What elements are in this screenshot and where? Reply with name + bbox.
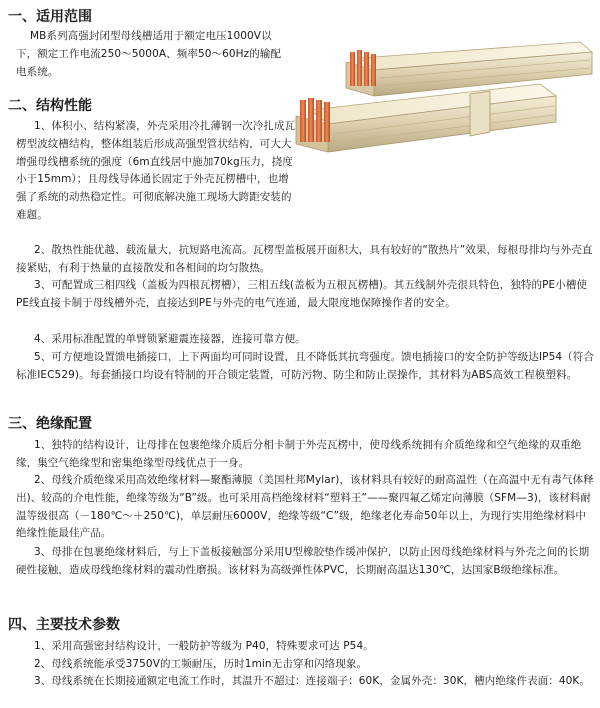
structure-paragraph-2: 2、散热性能优越、载流量大，抗短路电流高。瓦楞型盖板展开面积大，具有较好的“散热片”效果，每根母排均与外壳直接紧贴，有利于热量的直接散发和各相间的均匀散热。 xyxy=(16,244,593,274)
insulation-paragraph-2: 2、母线介质绝缘采用高效绝缘材料—聚酯薄膜（美国杜邦Mylar)，该材料具有较好的耐高温性（在高温中无有毒气体释出)、较高的介电性能，绝缘等级为“B”级。也可采用高档绝缘材料“塑料王”——聚四氟乙烯定向薄膜（SFM—3)，该材料耐温等级很高（－180℃～＋250℃)，单层耐压6000V，绝缘等级“C”级，绝缘老化寿命50年以上，为现行实用绝缘材料中绝缘性能最佳产品。 xyxy=(16,474,594,540)
insulation-paragraph-3: 3、母排在包裹绝缘材料后，与上下盖板接触部分采用U型橡胶垫作缓冲保护，以防止因母线绝缘材料与外壳之间的长期硬性接触，造成母线绝缘材料的震动性磨损。该材料为高级弹性体PVC，长期耐高温达130℃，达国家B级绝缘标准。 xyxy=(16,546,590,576)
parameters-paragraph-2: 2、母线系统能承受3750V的工频耐压，历时1min无击穿和闪络现象。 xyxy=(34,658,368,670)
busway-product-image xyxy=(290,40,594,165)
insulation-paragraph-1: 1、独特的结构设计，让母排在包裹绝缘介质后分相卡制于外壳瓦楞中，使母线系统拥有介质绝缘和空气绝缘的双重绝缘，集空气绝缘型和密集绝缘型母线优点于一身。 xyxy=(16,439,582,469)
scope-paragraph: MB系列高强封闭型母线槽适用于额定电压1000V以下，额定工作电流250～5000A、频率50～60Hz的输配电系统。 xyxy=(16,30,282,78)
structure-paragraph-3: 3、可配置成三相四线（盖板为四根瓦楞槽），三相五线(盖板为五根瓦楞槽)。其五线制外壳很具特色，独特的PE小槽使PE线直接卡制于母线槽外壳，直接达到PE与外壳的电气连通，最大限度地保障操作者的安全。 xyxy=(16,279,588,309)
structure-paragraph-5: 5、可方便地设置馈电插接口，上下两面均可同时设置，且不降低其抗弯强度。馈电插接口的安全防护等级达IP54（符合标准IEC529)。每套插接口均设有特制的开合锁定装置，可防污物、防尘和防止误操作，其材料为ABS高效工程模塑料。 xyxy=(16,351,594,381)
front-busway-duct xyxy=(296,84,556,152)
section-heading-parameters: 四、主要技术参数 xyxy=(8,617,120,633)
structure-paragraph-4: 4、采用标准配置的单臂锁紧避震连接器，连接可靠方便。 xyxy=(34,333,306,345)
section-heading-structure: 二、结构性能 xyxy=(8,98,92,114)
section-heading-insulation: 三、绝缘配置 xyxy=(8,416,92,432)
parameters-paragraph-3: 3、母线系统在长期接通额定电流工作时，其温升不超过：连接端子：60K，金属外壳：30K，槽内绝缘件表面：40K。 xyxy=(34,675,591,687)
section-heading-scope: 一、适用范围 xyxy=(8,9,92,25)
rear-busway-duct xyxy=(346,42,592,96)
parameters-paragraph-1: 1、采用高强密封结构设计，一般防护等级为 P40，特殊要求可达 P54。 xyxy=(34,640,374,652)
structure-paragraph-1: 1、体积小、结构紧凑，外壳采用冷扎薄钢一次冷扎成瓦楞型波纹槽结构，整体组装后形成高强型管状结构，可大大增强母线槽系统的强度（6m直线居中施加70kg压力，挠度小于15mm）；且母线导体通长固定于外壳瓦楞槽中，也增强了系统的动热稳定性。可彻底解决施工现场大跨距安装的难题。 xyxy=(16,120,296,221)
